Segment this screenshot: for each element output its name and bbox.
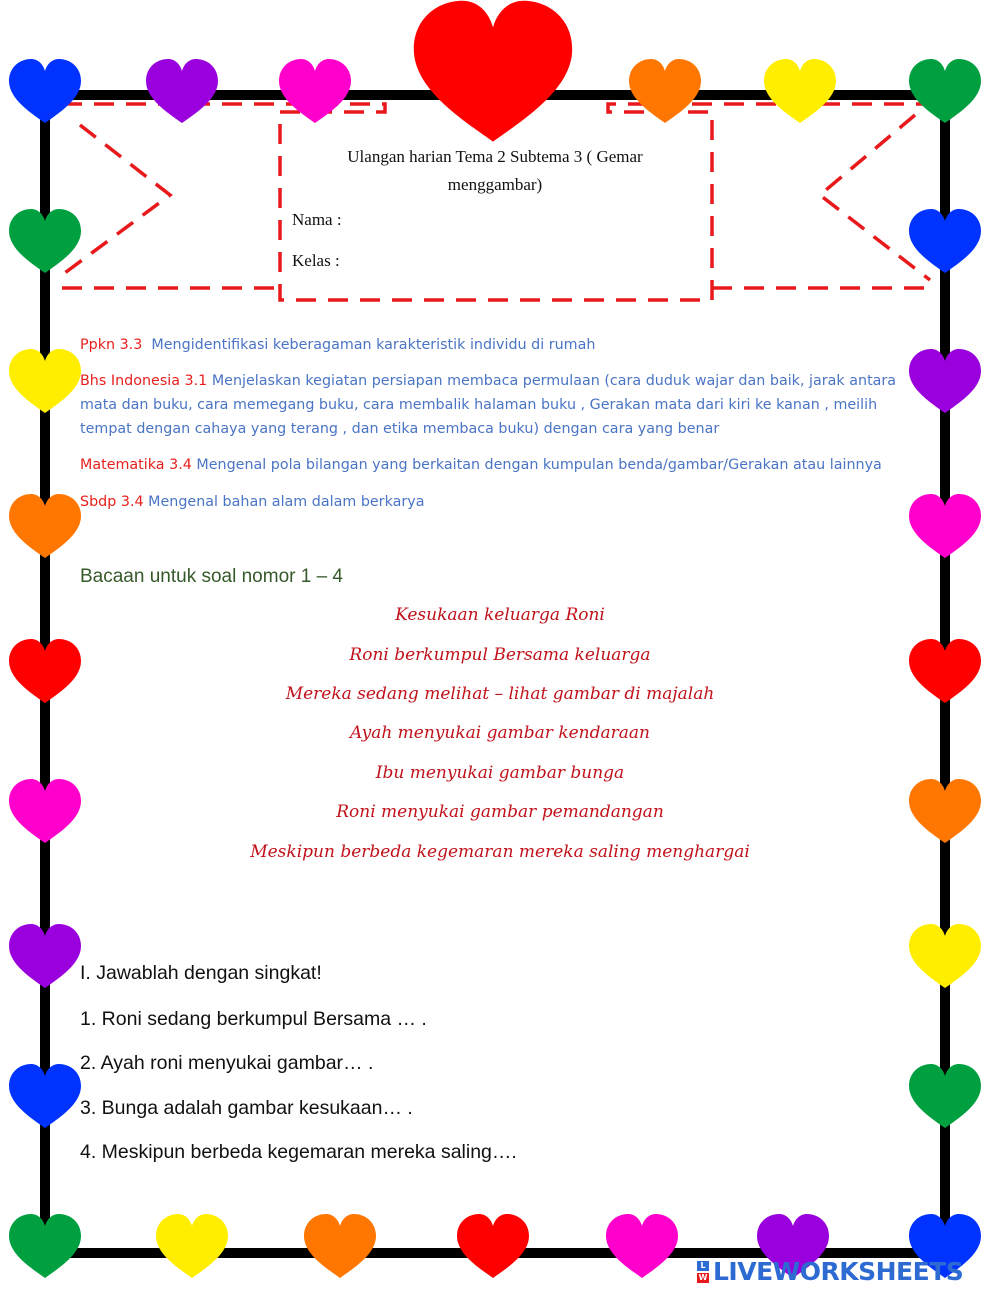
logo-square: L <box>697 1261 709 1271</box>
objective-text: Mengenal bahan alam dalam berkarya <box>148 494 425 510</box>
story-line: Roni menyukai gambar pemandangan <box>336 802 664 822</box>
objective-code: Ppkn 3.3 <box>80 337 143 353</box>
objective-matematika <box>80 453 910 477</box>
black-border <box>45 95 945 1253</box>
questions-instruction: I. Jawablah dengan singkat! <box>80 962 322 984</box>
heart-icon <box>304 1214 376 1278</box>
question-4: 4. Meskipun berbeda kegemaran mereka saling…. <box>80 1141 517 1163</box>
question-1: 1. Roni sedang berkumpul Bersama … . <box>80 1008 427 1030</box>
objective-code: Sbdp 3.4 <box>80 494 144 510</box>
objective-code: Matematika 3.4 <box>80 457 192 473</box>
heart-icon <box>457 1214 529 1278</box>
story-line: Ibu menyukai gambar bunga <box>375 763 625 783</box>
liveworksheets-watermark <box>697 1257 963 1286</box>
story-line: Ayah menyukai gambar kendaraan <box>350 723 650 743</box>
story-line: Meskipun berbeda kegemaran mereka saling menghargai <box>250 842 750 862</box>
heart-icon <box>9 59 81 123</box>
logo-square: W <box>698 1272 708 1282</box>
objective-text: Mengenal pola bilangan yang berkaitan dengan kumpulan benda/gambar/Gerakan atau lainnya <box>196 457 882 473</box>
question-2: 2. Ayah roni menyukai gambar… . <box>80 1052 374 1074</box>
heart-icon <box>146 59 218 123</box>
objective-code: Bhs Indonesia 3.1 <box>80 373 208 389</box>
story-title: Kesukaan keluarga Roni <box>395 605 605 625</box>
objective-ppkn <box>80 333 910 357</box>
heart-icon <box>414 1 572 142</box>
page-title: Ulangan harian Tema 2 Subtema 3 ( Gemar menggambar) <box>347 147 643 194</box>
name-label: Nama : <box>292 210 342 229</box>
heart-icon <box>606 1214 678 1278</box>
objective-text: Mengidentifikasi keberagaman karakteristik individu di rumah <box>151 337 596 353</box>
logo-icon <box>697 1261 709 1283</box>
question-3: 3. Bunga adalah gambar kesukaan… . <box>80 1097 413 1119</box>
story-line: Mereka sedang melihat – lihat gambar di majalah <box>285 684 715 704</box>
objective-bahasa <box>80 369 910 441</box>
heart-icon <box>764 59 836 123</box>
story-line: Roni berkumpul Bersama keluarga <box>349 645 651 665</box>
class-label: Kelas : <box>292 251 340 270</box>
watermark-text: LIVEWORKSHEETS <box>713 1257 964 1286</box>
objective-text: Menjelaskan kegiatan persiapan membaca permulaan (cara duduk wajar dan baik, jarak antara mata dan buku, cara memegang buku, cara membalik halaman buku , Gerakan mata dari kiri ke kanan , meilih tempat dengan cahaya yang terang , dan etika membaca buku) dengan cara yang benar <box>80 373 897 437</box>
heart-icon <box>909 59 981 123</box>
objective-sbdp <box>80 490 910 514</box>
reading-label: Bacaan untuk soal nomor 1 – 4 <box>80 566 344 587</box>
heart-icon <box>156 1214 228 1278</box>
